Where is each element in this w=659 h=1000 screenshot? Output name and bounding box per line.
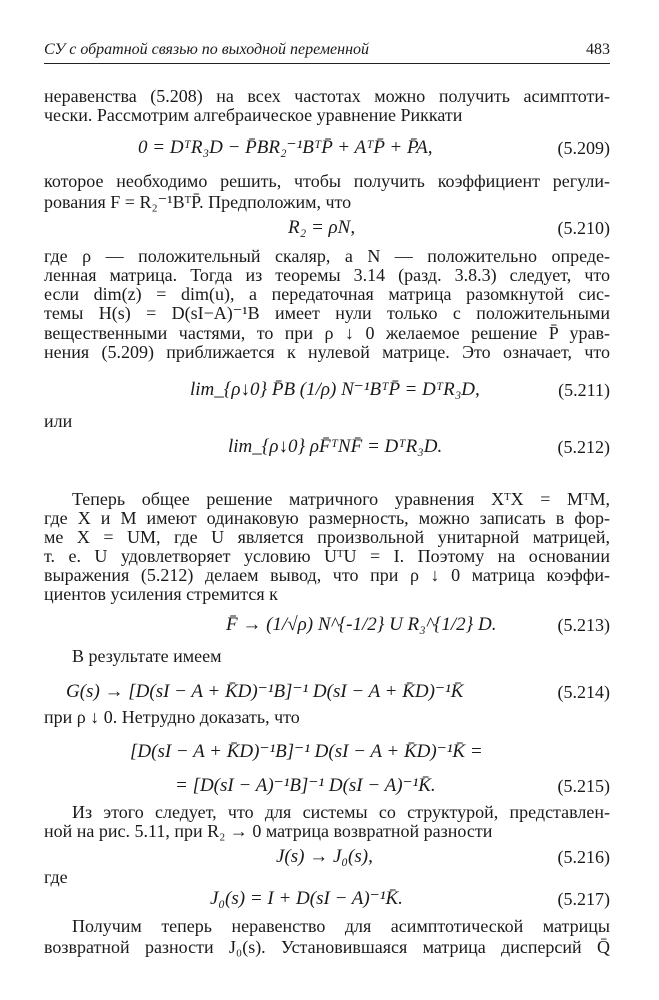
equation-5-216: J(s) → J₀(s),	[276, 846, 373, 867]
text-line: циентов усиления стремится к	[44, 584, 278, 604]
text-line: где	[44, 867, 68, 887]
text-line: которое необходимо решить, чтобы получить коэффициент регули-	[44, 171, 610, 191]
text-line: Теперь общее решение матричного уравнения XᵀX = MᵀM,	[72, 489, 610, 509]
text-line: где ρ — положительный скаляр, а N — положительно опреде-	[44, 246, 610, 266]
text-line: при ρ ↓ 0. Нетрудно доказать, что	[44, 707, 300, 727]
equation-number: (5.211)	[558, 380, 610, 400]
equation-5-215-line2: = [D(sI − A)⁻¹B]⁻¹ D(sI − A)⁻¹K̄.	[175, 775, 436, 796]
equation-number: (5.213)	[557, 615, 610, 635]
equation-number: (5.215)	[557, 776, 610, 796]
text-line: вещественными частями, то при ρ ↓ 0 желаемое решение P̄ урав-	[44, 323, 610, 343]
text-line: или	[44, 411, 73, 431]
text-line: если dim(z) = dim(u), а передаточная матрица разомкнутой сис-	[44, 284, 610, 304]
header-rule	[44, 63, 610, 64]
text-line: ленная матрица. Тогда из теоремы 3.14 (разд. 3.8.3) следует, что	[44, 265, 610, 285]
running-title: СУ с обратной связью по выходной переменной	[44, 41, 370, 58]
equation-number: (5.214)	[557, 682, 610, 702]
equation-5-210: R₂ = ρN,	[288, 217, 356, 238]
text-line: чески. Рассмотрим алгебраическое уравнение Риккати	[44, 105, 463, 125]
equation-5-211: lim_{ρ↓0} P̄B (1/ρ) N⁻¹BᵀP̄ = DᵀR₃D,	[190, 379, 480, 400]
equation-5-214: G(s) → [D(sI − A + K̄D)⁻¹B]⁻¹ D(sI − A + K̄D)⁻¹K̄	[66, 681, 464, 702]
equation-5-209: 0 = DᵀR₃D − P̄BR₂⁻¹BᵀP̄ + AᵀP̄ + P̄A,	[138, 137, 433, 158]
equation-number: (5.212)	[557, 437, 610, 457]
equation-number: (5.210)	[557, 218, 610, 238]
text-line: темы H(s) = D(sI−A)⁻¹B имеет нули только с положительными	[44, 303, 610, 323]
text-line: ной на рис. 5.11, при R₂ → 0 матрица возвратной разности	[44, 821, 493, 841]
equation-5-215-line1: [D(sI − A + K̄D)⁻¹B]⁻¹ D(sI − A + K̄D)⁻¹K̄ =	[130, 741, 483, 762]
text-line: Из этого следует, что для системы со структурой, представлен-	[72, 802, 610, 822]
text-line: выражения (5.212) делаем вывод, что при ρ ↓ 0 матрица коэффи-	[44, 565, 610, 585]
text-line: ме X = UM, где U является произвольной унитарной матрицей,	[44, 527, 610, 547]
text-line: нения (5.209) приближается к нулевой матрице. Это означает, что	[44, 342, 610, 362]
text-line: где X и M имеют одинаковую размерность, можно записать в фор-	[44, 508, 610, 528]
equation-5-212: lim_{ρ↓0} ρF̄ᵀNF̄ = DᵀR₃D.	[228, 436, 443, 457]
text-line: Получим теперь неравенство для асимптотической матрицы	[72, 916, 610, 936]
text-line: возвратной разности J₀(s). Установившаяся матрица дисперсий Q̄	[44, 937, 610, 957]
equation-5-217: J₀(s) = I + D(sI − A)⁻¹K̄.	[210, 888, 403, 909]
running-header	[44, 40, 610, 60]
text-line: неравенства (5.208) на всех частотах можно получить асимптоти-	[44, 86, 610, 106]
equation-number: (5.216)	[557, 847, 610, 867]
equation-number: (5.209)	[557, 138, 610, 158]
text-line: т. е. U удовлетворяет условию UᵀU = I. Поэтому на основании	[44, 546, 610, 566]
equation-number: (5.217)	[557, 889, 610, 909]
page-number: 483	[586, 41, 610, 58]
equation-5-213: F̄ → (1/√ρ) N^{-1/2} U R₃^{1/2} D.	[226, 614, 497, 635]
text-line: рования F = R₂⁻¹BᵀP̄. Предположим, что	[44, 192, 352, 212]
text-line: В результате имеем	[72, 646, 222, 666]
